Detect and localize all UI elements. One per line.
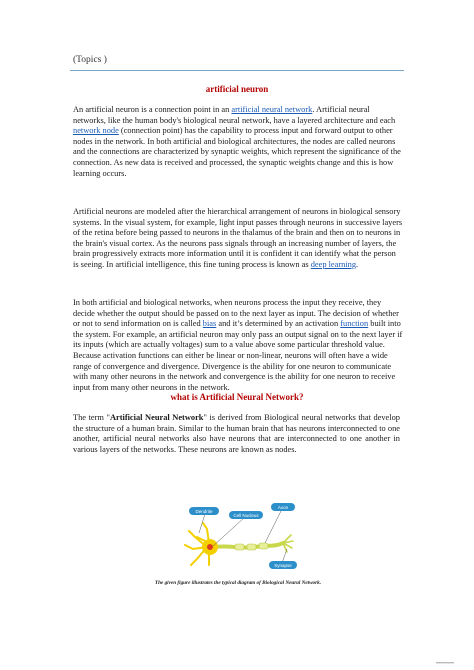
synapse-label: Synapse [274, 563, 292, 568]
text-run: " is derived from Biological neural networks that develop the structure of a human brain. Similar to the human brain that has neurons interconnected to one another, artificial neural networks also have neurons that are interconnected to one another in various layers of the networks. These neurons are known as nodes. [73, 413, 400, 454]
label-pointer [265, 509, 282, 543]
myelin-segment [259, 543, 268, 549]
link-deep-learning[interactable]: deep learning [310, 259, 357, 269]
text-run: Artificial neurons are modeled after the hierarchical arrangement of neurons in biological sensory systems. In the visual system, for example, light input passes through neurons in successive layers of the retina before being passed to neurons in the thalamus of the brain and then on to neurons in the brain's visual cortex. As the neurons pass signals through an increasing number of layers, the brain progressively extracts more information until it is confident it can identify what the person is seeing. In artificial intelligence, this fine tuning process is known as [73, 207, 403, 269]
neuron-diagram [175, 497, 315, 577]
link-network-node[interactable]: network node [73, 126, 119, 136]
link-function[interactable]: function [340, 319, 369, 329]
axon-terminals [283, 535, 293, 552]
text-run: built into the system. For example, an artificial neuron may only pass an output signal on to the next layer if its inputs (which are actually voltages) sum to a value above some particular threshold value. Because activation functions can either be linear or non-linear, neurons will often have a wide range of convergence and divergence. Divergence is the ability for one neuron to communicate with many other neurons in the network and convergence is the ability for one neuron to receive input from many other neurons in the network. [73, 319, 403, 392]
label-pointer [282, 549, 287, 563]
section-title-artificial-neuron: artificial neuron [205, 84, 269, 94]
header-divider [70, 70, 404, 71]
text-run: The term " [73, 413, 110, 422]
text-run: and it’s determined by an activation [216, 319, 341, 329]
myelin-segment [247, 544, 256, 550]
paragraph-artificial-neuron-intro [73, 105, 403, 179]
paragraph-activation [73, 298, 403, 393]
figure-caption: The given figure illustrates the typical diagram of Biological Neural Network. [154, 580, 322, 586]
cell-nucleus-label: Cell Nucleus [233, 513, 259, 518]
footer-mark-icon [436, 661, 454, 665]
text-run: . [356, 259, 359, 269]
label-pointer [213, 517, 245, 546]
footer-watermark [436, 661, 454, 666]
link-bias[interactable]: bias [202, 319, 217, 329]
cell-nucleus [207, 544, 213, 550]
paragraph-sensory-systems [73, 207, 403, 271]
topics-header: (Topics ) [73, 55, 107, 65]
text-run: . Artificial neural networks, like the human body's biological neural network, have a layered architecture and each [73, 105, 396, 125]
text-run: An artificial neuron is a connection point in an [73, 105, 232, 114]
section-title-what-is-ann: what is Artificial Neural Network? [170, 392, 304, 402]
link-artificial-neural-network[interactable]: artificial neural network [231, 105, 313, 114]
paragraph-ann-definition [73, 413, 400, 455]
bold-term-ann: Artificial Neural Network [109, 413, 204, 422]
text-run: In both artificial and biological networks, when neurons process the input they receive, they decide whether the output should be passed on to the next layer as input. The decision of whether or not to send information on is called [73, 298, 399, 329]
axon-label: Axon [277, 505, 289, 510]
dendrite-label: Dendrite [195, 509, 213, 514]
myelin-segment [235, 544, 244, 550]
text-run: (connection point) has the capability to process input and forward output to other nodes in the network. In both artificial and biological architectures, the nodes are called neurons and the connections are characterized by synaptic weights, which represent the significance of the connection. As new data is received and processed, the synaptic weights change and this is how learning occurs. [73, 126, 401, 178]
